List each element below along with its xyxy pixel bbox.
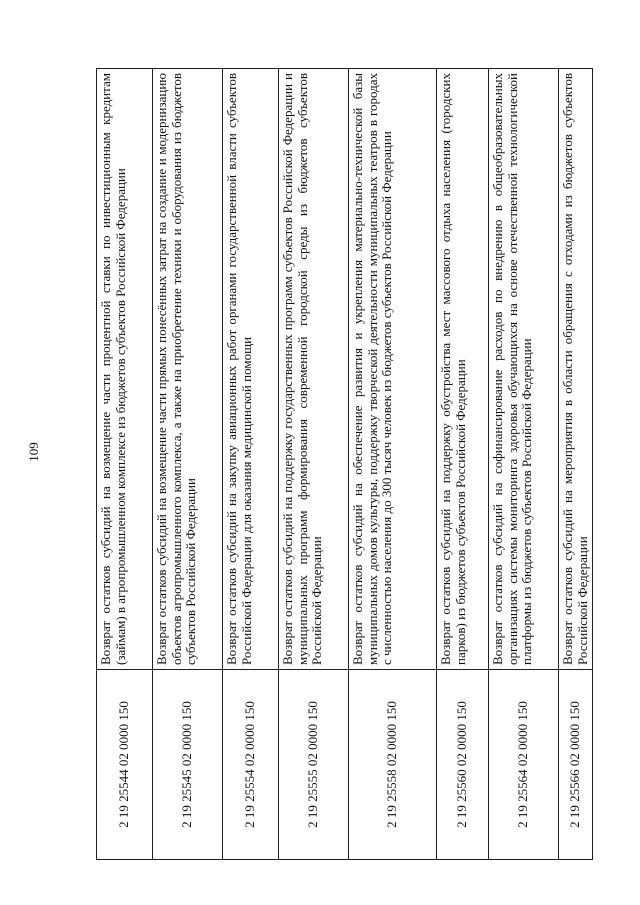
document-table	[96, 68, 593, 860]
description-cell: Возврат остатков субсидий на поддержку государственных программ субъектов Российской Федерации и муниципальных программ формирования современной городской среды из бюджетов субъектов Российской Федерации	[279, 69, 349, 670]
budget-code-cell: 2 19 25558 02 0000 150	[349, 670, 437, 860]
description-cell: Возврат остатков субсидий на закупку авиационных работ органами государственной власти субъектов Российской Федерации для оказания медицинской помощи	[223, 69, 279, 670]
table-row	[489, 69, 559, 860]
table-row	[153, 69, 223, 860]
table-row	[559, 69, 593, 860]
description-cell: Возврат остатков субсидий на возмещение части прямых понесённых затрат на создание и модернизацию объектов агропромышленного комплекса, а также на приобретение техники и оборудования из бюджетов субъектов Российской Федерации	[153, 69, 223, 670]
page-number: 109	[26, 442, 41, 462]
budget-code-cell: 2 19 25560 02 0000 150	[437, 670, 489, 860]
table-row	[223, 69, 279, 860]
budget-code-cell: 2 19 25544 02 0000 150	[97, 670, 153, 860]
table-row	[437, 69, 489, 860]
description-cell: Возврат остатков субсидий на мероприятия в области обращения с отходами из бюджетов субъектов Российской Федерации	[559, 69, 593, 670]
budget-code-cell: 2 19 25564 02 0000 150	[489, 670, 559, 860]
budget-code-cell: 2 19 25555 02 0000 150	[279, 670, 349, 860]
budget-code-cell: 2 19 25554 02 0000 150	[223, 670, 279, 860]
description-cell: Возврат остатков субсидий на возмещение части процентной ставки по инвестиционным кредитам (займам) в агропромышленном комплексе из бюджетов субъектов Российской Федерации	[97, 69, 153, 670]
description-cell: Возврат остатков субсидий на поддержку обустройства мест массового отдыха населения (городских парков) из бюджетов субъектов Российской Федерации	[437, 69, 489, 670]
table-row	[279, 69, 349, 860]
table-row	[349, 69, 437, 860]
description-cell: Возврат остатков субсидий на обеспечение развития и укрепления материально-технической базы муниципальных домов культуры, поддержку творческой деятельности муниципальных театров в городах с численностью населения до 300 тысяч человек из бюджетов субъектов Российской Федерации	[349, 69, 437, 670]
document-table-wrapper	[96, 68, 590, 860]
budget-code-cell: 2 19 25545 02 0000 150	[153, 670, 223, 860]
table-row	[97, 69, 153, 860]
budget-code-cell: 2 19 25566 02 0000 150	[559, 670, 593, 860]
description-cell: Возврат остатков субсидий на софинансирование расходов по внедрению в общеобразовательных организациях системы мониторинга здоровья обучающихся на основе отечественной технологической платформы из бюджетов субъектов Российской Федерации	[489, 69, 559, 670]
